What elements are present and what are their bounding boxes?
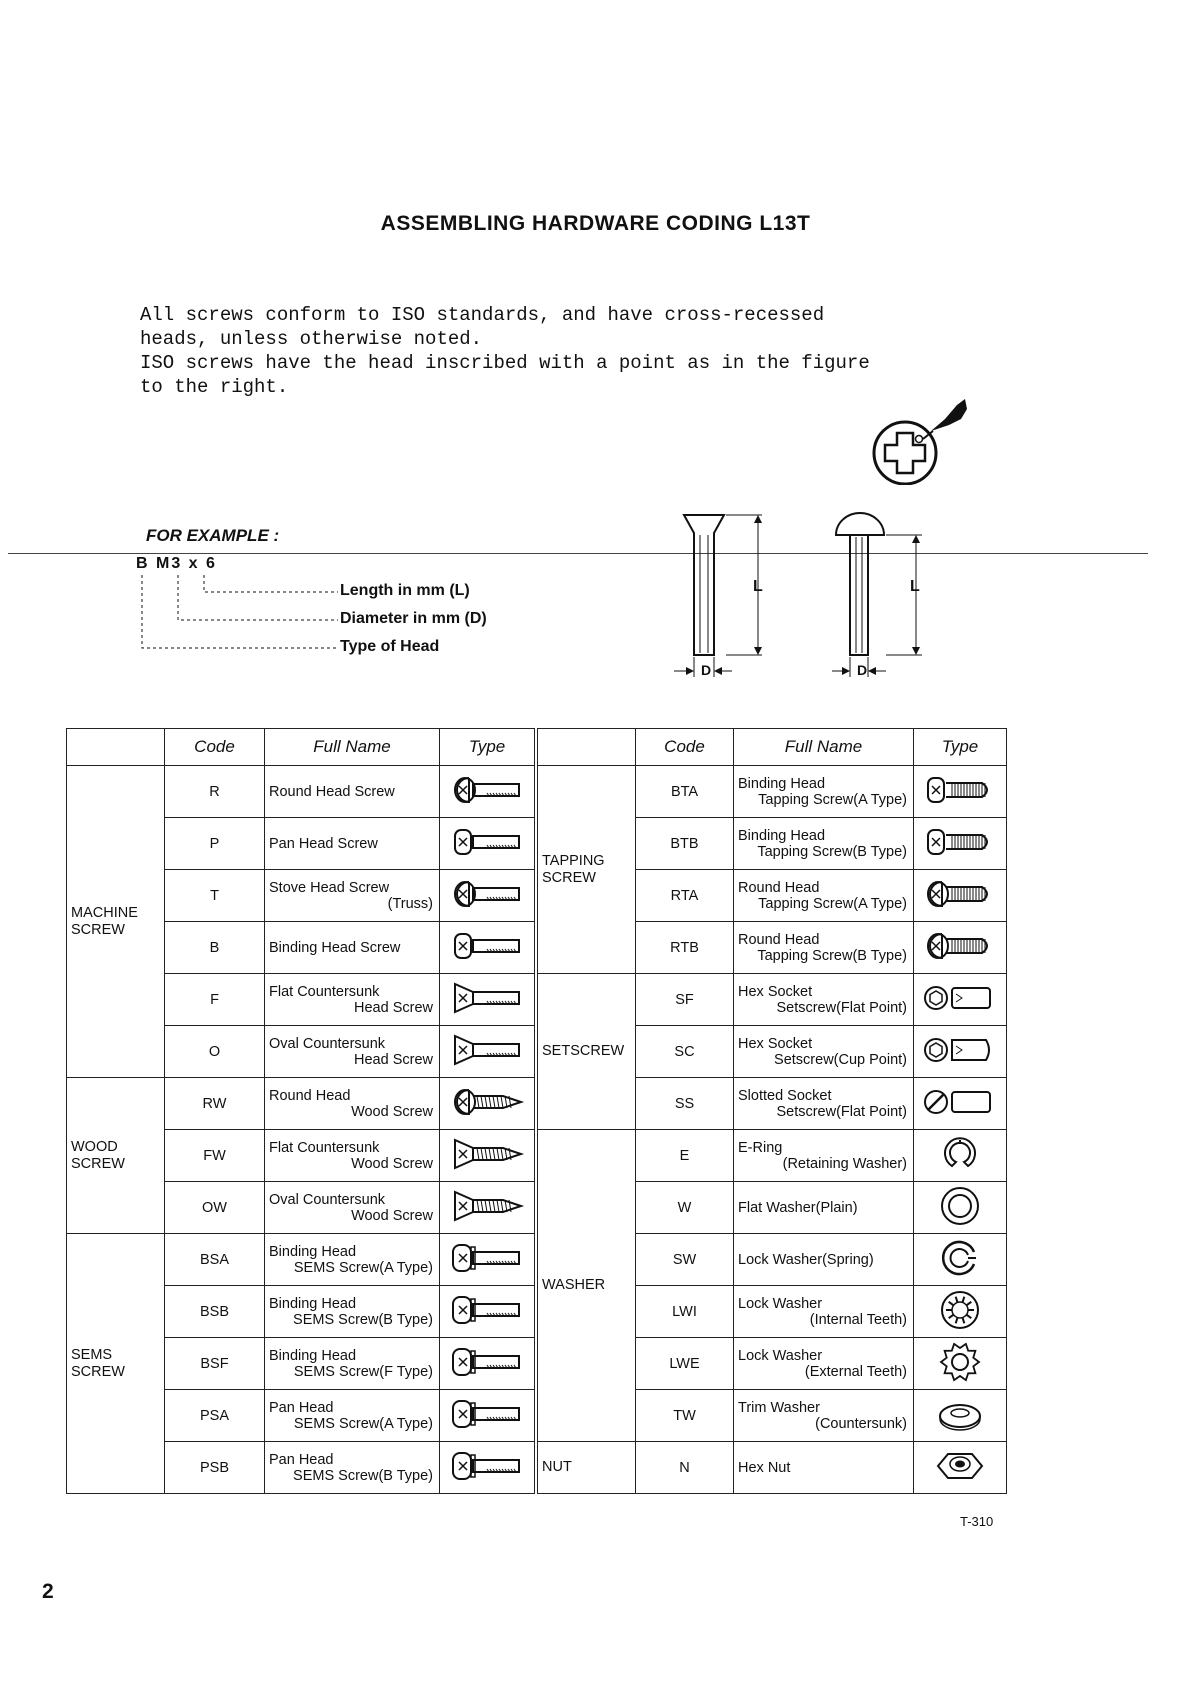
- stove-head-screw-icon: [440, 870, 535, 922]
- hardware-code: SF: [636, 974, 734, 1026]
- round-head-screw-icon: [440, 766, 535, 818]
- hex-socket-cup-setscrew-icon: [914, 1026, 1007, 1078]
- name-line: Stove Head Screw: [269, 879, 390, 896]
- hardware-full-name: [734, 922, 914, 974]
- hardware-full-name: [265, 1338, 440, 1390]
- hardware-full-name: [265, 1286, 440, 1338]
- hardware-code: FW: [165, 1130, 265, 1182]
- name-line: Pan Head: [269, 1451, 334, 1468]
- hardware-full-name: [734, 1286, 914, 1338]
- example-label: FOR EXAMPLE :: [146, 526, 280, 545]
- name-line: Lock Washer: [738, 1347, 823, 1364]
- name-line: Flat Washer(Plain): [738, 1199, 858, 1216]
- name-line: Round Head Screw: [269, 783, 395, 800]
- name-line: E-Ring: [738, 1139, 783, 1156]
- hardware-code: RTA: [636, 870, 734, 922]
- page-title: ASSEMBLING HARDWARE CODING L13T: [380, 212, 811, 235]
- hex-nut-icon: [914, 1442, 1007, 1494]
- name-line: Round Head: [738, 931, 820, 948]
- table-row: [67, 1234, 535, 1286]
- hardware-full-name: [265, 1078, 440, 1130]
- group-header: [67, 729, 165, 766]
- name-line: Tapping Screw(A Type): [758, 791, 907, 808]
- code-header: Code: [636, 729, 734, 766]
- hardware-code: P: [165, 818, 265, 870]
- dim-d-label: D: [701, 662, 712, 678]
- hardware-code: SW: [636, 1234, 734, 1286]
- trim-washer-icon: [914, 1390, 1007, 1442]
- hardware-code: LWI: [636, 1286, 734, 1338]
- hardware-code: N: [636, 1442, 734, 1494]
- intro-text: [140, 303, 960, 399]
- hardware-code: W: [636, 1182, 734, 1234]
- name-line: Hex Socket: [738, 983, 813, 1000]
- hardware-code: BSA: [165, 1234, 265, 1286]
- hardware-full-name: [734, 1078, 914, 1130]
- sems-screw-a-icon: [440, 1234, 535, 1286]
- name-line: Wood Screw: [351, 1103, 433, 1120]
- name-line: Setscrew(Flat Point): [776, 999, 907, 1016]
- name-header: Full Name: [734, 729, 914, 766]
- name-line: Head Screw: [354, 1051, 433, 1068]
- divider-line: [8, 553, 1148, 554]
- table-row: [538, 974, 1007, 1026]
- example-code: B M3 x 6: [136, 555, 217, 572]
- pan-sems-screw-b-icon: [440, 1442, 535, 1494]
- hardware-full-name: [265, 922, 440, 974]
- name-line: Binding Head: [269, 1347, 357, 1364]
- hardware-code: PSB: [165, 1442, 265, 1494]
- group-label: TAPPING SCREW: [538, 766, 636, 974]
- name-header: Full Name: [265, 729, 440, 766]
- hardware-full-name: [734, 1442, 914, 1494]
- group-label: WASHER: [538, 1130, 636, 1442]
- name-line: Wood Screw: [351, 1155, 433, 1172]
- hardware-full-name: [265, 1442, 440, 1494]
- name-line: (Countersunk): [815, 1415, 907, 1432]
- name-line: Flat Countersunk: [269, 1139, 380, 1156]
- hardware-full-name: [734, 1182, 914, 1234]
- spring-washer-icon: [914, 1234, 1007, 1286]
- name-line: Pan Head: [269, 1399, 334, 1416]
- group-label: MACHINE SCREW: [67, 766, 165, 1078]
- hardware-full-name: [734, 1130, 914, 1182]
- round-head-wood-screw-icon: [440, 1078, 535, 1130]
- intro-line: All screws conform to ISO standards, and have cross-recessed: [140, 304, 825, 326]
- oval-countersunk-screw-icon: [440, 1026, 535, 1078]
- hardware-full-name: [734, 818, 914, 870]
- name-line: Tapping Screw(B Type): [757, 843, 907, 860]
- hardware-code: O: [165, 1026, 265, 1078]
- binding-head-screw-icon: [440, 922, 535, 974]
- name-line: Slotted Socket: [738, 1087, 832, 1104]
- legend-diameter: Diameter in mm (D): [340, 610, 487, 627]
- name-line: Binding Head: [269, 1243, 357, 1260]
- name-line: Trim Washer: [738, 1399, 820, 1416]
- name-line: Binding Head: [269, 1295, 357, 1312]
- name-line: SEMS Screw(B Type): [293, 1467, 433, 1484]
- dim-l-label: L: [910, 578, 920, 595]
- name-line: Wood Screw: [351, 1207, 433, 1224]
- name-line: SEMS Screw(A Type): [293, 1259, 433, 1276]
- name-line: SEMS Screw(B Type): [293, 1311, 433, 1328]
- name-line: Head Screw: [354, 999, 433, 1016]
- hardware-code: B: [165, 922, 265, 974]
- name-line: (Internal Teeth): [809, 1311, 907, 1328]
- table-reference: T-310: [960, 1514, 994, 1529]
- binding-tapping-screw-b-icon: [914, 818, 1007, 870]
- hardware-full-name: [265, 1130, 440, 1182]
- binding-tapping-screw-a-icon: [914, 766, 1007, 818]
- hardware-code: R: [165, 766, 265, 818]
- hardware-code: SS: [636, 1078, 734, 1130]
- flat-washer-icon: [914, 1182, 1007, 1234]
- right-hardware-table: [537, 728, 1007, 1494]
- group-label: NUT: [538, 1442, 636, 1494]
- name-line: Lock Washer: [738, 1295, 823, 1312]
- hardware-code: BTB: [636, 818, 734, 870]
- group-header: [538, 729, 636, 766]
- legend-length: Length in mm (L): [340, 582, 470, 599]
- name-line: SEMS Screw(F Type): [293, 1363, 433, 1380]
- hardware-code: BSB: [165, 1286, 265, 1338]
- hardware-code: LWE: [636, 1338, 734, 1390]
- dim-l-label: L: [753, 578, 763, 595]
- code-header: Code: [165, 729, 265, 766]
- hardware-code: BSF: [165, 1338, 265, 1390]
- slotted-setscrew-icon: [914, 1078, 1007, 1130]
- name-line: Hex Nut: [738, 1459, 791, 1476]
- hex-socket-flat-setscrew-icon: [914, 974, 1007, 1026]
- flat-countersunk-screw-icon: [440, 974, 535, 1026]
- group-label: WOOD SCREW: [67, 1078, 165, 1234]
- hardware-full-name: [734, 1390, 914, 1442]
- name-line: Round Head: [269, 1087, 351, 1104]
- internal-tooth-washer-icon: [914, 1286, 1007, 1338]
- name-line: Tapping Screw(B Type): [757, 947, 907, 964]
- hardware-code: RW: [165, 1078, 265, 1130]
- hardware-full-name: [265, 766, 440, 818]
- hardware-full-name: [265, 1390, 440, 1442]
- name-line: Binding Head: [738, 827, 826, 844]
- page-number: 2: [42, 1580, 54, 1603]
- hardware-code: E: [636, 1130, 734, 1182]
- hardware-full-name: [734, 974, 914, 1026]
- name-line: (Retaining Washer): [782, 1155, 907, 1172]
- group-label: SETSCREW: [538, 974, 636, 1130]
- oval-countersunk-wood-screw-icon: [440, 1182, 535, 1234]
- left-hardware-table: [66, 728, 535, 1494]
- table-row: [538, 1442, 1007, 1494]
- hardware-code: T: [165, 870, 265, 922]
- hardware-code: OW: [165, 1182, 265, 1234]
- hardware-full-name: [734, 766, 914, 818]
- name-line: Setscrew(Cup Point): [774, 1051, 907, 1068]
- name-line: (External Teeth): [804, 1363, 907, 1380]
- intro-line: ISO screws have the head inscribed with a point as in the figure: [140, 352, 870, 374]
- sems-screw-b-icon: [440, 1286, 535, 1338]
- name-line: SEMS Screw(A Type): [293, 1415, 433, 1432]
- example-leader-lines: [138, 575, 338, 655]
- name-line: Round Head: [738, 879, 820, 896]
- hardware-full-name: [734, 1338, 914, 1390]
- pan-sems-screw-a-icon: [440, 1390, 535, 1442]
- name-line: Hex Socket: [738, 1035, 813, 1052]
- iso-cross-recess-icon: [865, 395, 975, 485]
- hardware-full-name: [734, 1234, 914, 1286]
- round-tapping-screw-a-icon: [914, 870, 1007, 922]
- name-line: (Truss): [387, 895, 433, 912]
- type-header: Type: [914, 729, 1007, 766]
- hardware-full-name: [265, 870, 440, 922]
- name-line: Binding Head: [738, 775, 826, 792]
- hardware-code: TW: [636, 1390, 734, 1442]
- hardware-full-name: [265, 1182, 440, 1234]
- name-line: Pan Head Screw: [269, 835, 378, 852]
- hardware-code: SC: [636, 1026, 734, 1078]
- name-line: Flat Countersunk: [269, 983, 380, 1000]
- name-line: Oval Countersunk: [269, 1035, 386, 1052]
- name-line: Oval Countersunk: [269, 1191, 386, 1208]
- hardware-code: PSA: [165, 1390, 265, 1442]
- table-row: [67, 1078, 535, 1130]
- flat-countersunk-wood-screw-icon: [440, 1130, 535, 1182]
- name-line: Lock Washer(Spring): [738, 1251, 874, 1268]
- hardware-full-name: [265, 974, 440, 1026]
- hardware-full-name: [265, 1234, 440, 1286]
- table-row: [538, 1130, 1007, 1182]
- table-row: [67, 766, 535, 818]
- dim-d-label: D: [857, 662, 868, 678]
- group-label: SEMS SCREW: [67, 1234, 165, 1494]
- legend-head-type: Type of Head: [340, 638, 440, 655]
- name-line: Setscrew(Flat Point): [776, 1103, 907, 1120]
- intro-line: heads, unless otherwise noted.: [140, 328, 483, 350]
- intro-line: to the right.: [140, 376, 289, 398]
- hardware-full-name: [265, 818, 440, 870]
- hardware-full-name: [734, 870, 914, 922]
- screw-dimension-diagram: [670, 505, 930, 685]
- external-tooth-washer-icon: [914, 1338, 1007, 1390]
- sems-screw-f-icon: [440, 1338, 535, 1390]
- pan-head-screw-icon: [440, 818, 535, 870]
- type-header: Type: [440, 729, 535, 766]
- hardware-full-name: [265, 1026, 440, 1078]
- hardware-full-name: [734, 1026, 914, 1078]
- hardware-code: F: [165, 974, 265, 1026]
- name-line: Tapping Screw(A Type): [758, 895, 907, 912]
- e-ring-icon: [914, 1130, 1007, 1182]
- hardware-code: BTA: [636, 766, 734, 818]
- hardware-code: RTB: [636, 922, 734, 974]
- name-line: Binding Head Screw: [269, 939, 401, 956]
- table-row: [538, 766, 1007, 818]
- round-tapping-screw-b-icon: [914, 922, 1007, 974]
